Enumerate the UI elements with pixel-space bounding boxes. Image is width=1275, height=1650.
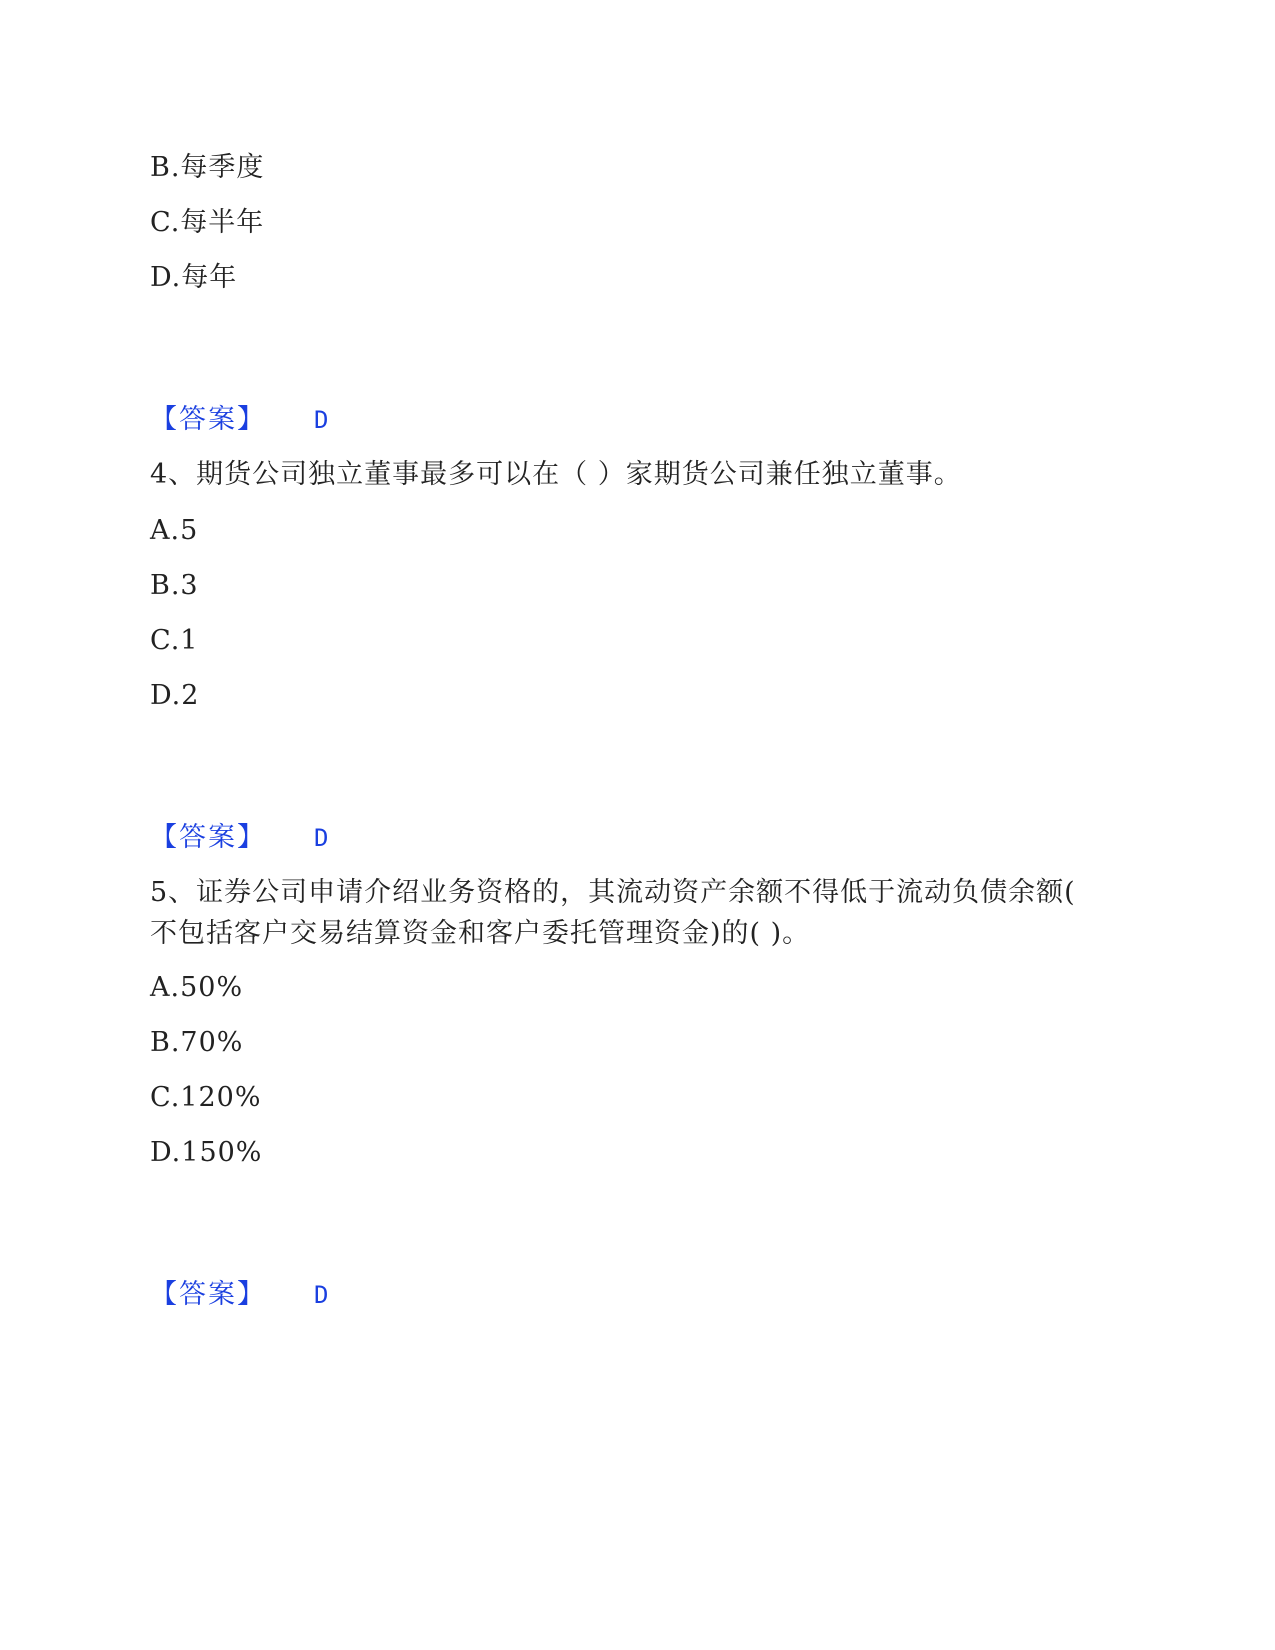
q5-option-b: B.70% (150, 1027, 244, 1058)
q4-option-b: B.3 (150, 570, 199, 601)
q5-answer-label: 【答案】 (150, 1279, 266, 1310)
q3-option-b: B.每季度 (150, 152, 265, 183)
q4-answer-label: 【答案】 (150, 822, 266, 853)
q5-option-c: C.120% (150, 1082, 262, 1113)
q3-answer (150, 402, 328, 438)
q5-option-d: D.150% (150, 1137, 263, 1168)
q3-answer-value: D (314, 406, 329, 434)
q3-option-c: C.每半年 (150, 207, 265, 238)
q4-answer (150, 820, 328, 856)
q4-option-c: C.1 (150, 625, 199, 656)
q5-option-a: A.50% (150, 972, 244, 1003)
q4-answer-value: D (314, 824, 329, 852)
q4-option-a: A.5 (150, 515, 199, 546)
q5-answer (150, 1277, 328, 1313)
q4-option-d: D.2 (150, 680, 200, 711)
q3-answer-label: 【答案】 (150, 404, 266, 435)
q5-question-line1: 5、证券公司申请介绍业务资格的，其流动资产余额不得低于流动负债余额( (150, 877, 1076, 908)
q3-option-d: D.每年 (150, 262, 238, 293)
q5-question-line2: 不包括客户交易结算资金和客户委托管理资金)的( )。 (150, 918, 811, 949)
q4-question: 4、期货公司独立董事最多可以在（ ）家期货公司兼任独立董事。 (150, 459, 962, 490)
q5-answer-value: D (314, 1281, 329, 1309)
